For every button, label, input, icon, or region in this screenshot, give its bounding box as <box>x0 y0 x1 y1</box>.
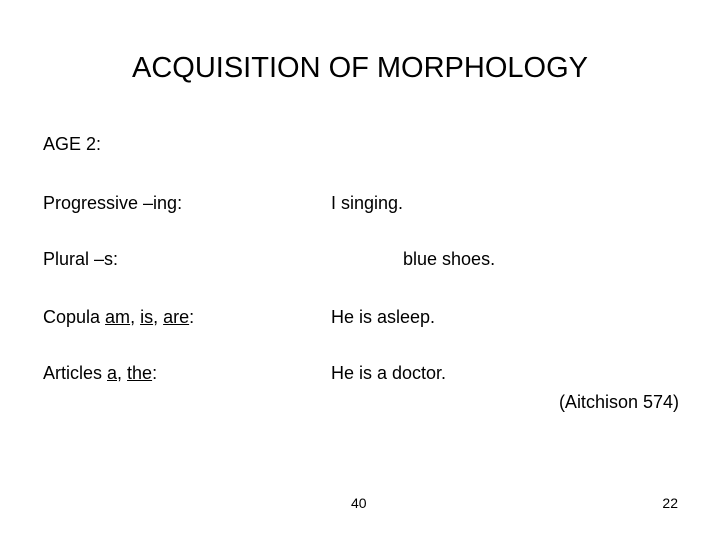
citation: (Aitchison 574) <box>558 392 679 412</box>
articles-suffix: : <box>152 363 158 383</box>
copula-word-is: is <box>140 307 154 327</box>
copula-separator: , <box>130 307 141 327</box>
copula-suffix: : <box>189 307 195 327</box>
copula-separator: , <box>153 307 164 327</box>
articles-prefix: Articles <box>43 363 108 383</box>
page-number-right: 22 <box>662 495 678 511</box>
row-example-articles: He is a doctor. <box>331 363 447 383</box>
row-example-copula: He is asleep. <box>331 307 436 327</box>
copula-prefix: Copula <box>43 307 106 327</box>
article-word-a: a <box>107 363 118 383</box>
articles-separator: , <box>117 363 128 383</box>
article-word-the: the <box>127 363 153 383</box>
row-label-progressive: Progressive –ing: <box>43 193 183 213</box>
slide-title: ACQUISITION OF MORPHOLOGY <box>132 52 588 84</box>
row-label-copula <box>43 306 194 328</box>
row-label-plural: Plural –s: <box>43 249 119 269</box>
copula-word-are: are <box>163 307 190 327</box>
row-label-articles <box>43 362 157 384</box>
age-heading: AGE 2: <box>43 134 102 154</box>
row-example-plural: blue shoes. <box>403 249 496 269</box>
page-number-left: 40 <box>351 495 367 511</box>
copula-word-am: am <box>105 307 131 327</box>
row-example-progressive: I singing. <box>331 193 404 213</box>
